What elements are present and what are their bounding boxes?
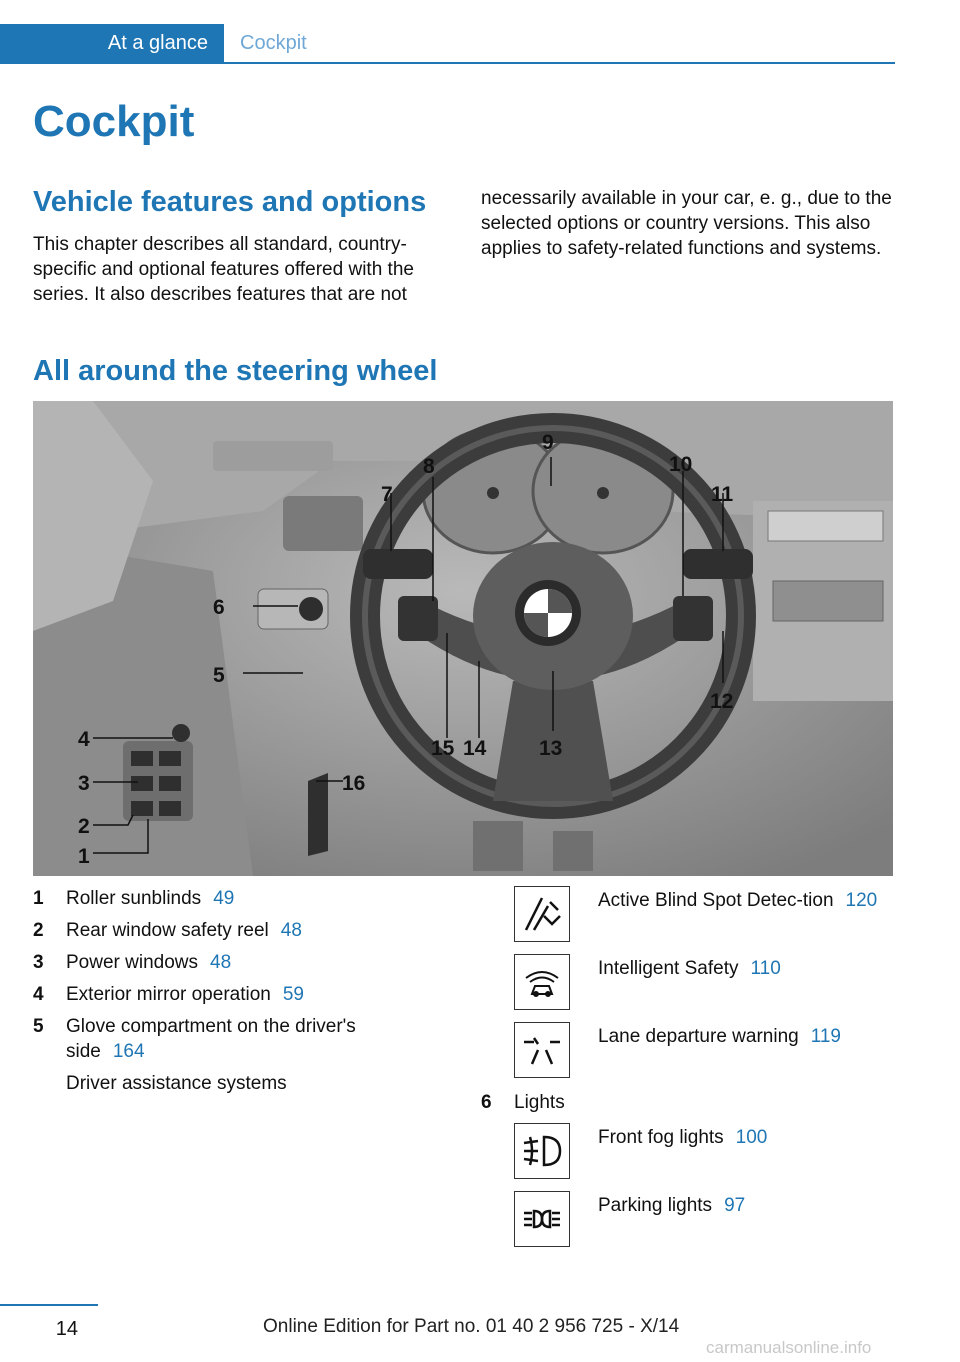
- icon-item-lane-departure: [481, 1022, 893, 1078]
- callout-3: 3: [78, 772, 90, 795]
- item-list: [33, 886, 423, 1096]
- callout-16: 16: [342, 772, 366, 795]
- icon-item-parking-lights: [481, 1191, 893, 1247]
- front-fog-lights-icon: [514, 1123, 570, 1179]
- list-item-2: [33, 918, 423, 943]
- page-ref-link[interactable]: 97: [724, 1195, 746, 1216]
- page-ref-link[interactable]: 120: [845, 890, 878, 911]
- list-item-3: [33, 950, 423, 975]
- list-subheading: Driver assistance systems: [66, 1073, 287, 1094]
- watermark: carmanualsonline.info: [706, 1338, 872, 1357]
- intro-text-left: This chapter describes all standard, country-specific and optional features offered with the series. It also describes features that are not: [33, 234, 414, 305]
- item-label: Glove compartment on the driver's side: [66, 1016, 356, 1062]
- icon-item-front-fog: [481, 1123, 893, 1179]
- page-header: [0, 24, 895, 64]
- page-ref-link[interactable]: 164: [112, 1041, 145, 1062]
- section-heading: All around the steering wheel: [33, 355, 438, 387]
- callout-12: 12: [710, 690, 734, 713]
- intro-text-right: necessarily available in your car, e. g., due to the selected options or country versions. This also applies to safety-related functions and systems.: [481, 188, 892, 259]
- item-number: 5: [33, 1016, 44, 1037]
- callout-2: 2: [78, 815, 90, 838]
- subtitle: Vehicle features and options: [33, 186, 427, 218]
- callout-4: 4: [78, 728, 90, 751]
- item-number: 2: [33, 920, 44, 941]
- item-number: 6: [481, 1092, 492, 1113]
- list-item-1: [33, 886, 423, 911]
- item-label: Intelligent Safety: [598, 958, 739, 979]
- lane-departure-icon: [514, 1022, 570, 1078]
- parking-lights-icon: [514, 1191, 570, 1247]
- callout-10: 10: [669, 453, 693, 476]
- page-ref-link[interactable]: 49: [213, 888, 235, 909]
- cockpit-illustration: [33, 401, 893, 876]
- page-number-rule: [0, 1304, 98, 1306]
- callout-9: 9: [542, 431, 554, 454]
- blind-spot-icon: [514, 886, 570, 942]
- item-label: Lane departure warning: [598, 1026, 799, 1047]
- callout-8: 8: [423, 455, 435, 478]
- icon-item-intelligent-safety: [481, 954, 893, 1010]
- page-number: 14: [55, 1318, 78, 1340]
- item-number: 4: [33, 984, 44, 1005]
- callout-5: 5: [213, 664, 225, 687]
- callout-1: 1: [78, 845, 90, 868]
- list-item-5: [33, 1014, 423, 1064]
- callout-6: 6: [213, 596, 225, 619]
- page-ref-link[interactable]: 110: [750, 958, 781, 979]
- item-label: Lights: [514, 1092, 565, 1113]
- callout-15: 15: [431, 737, 455, 760]
- page-ref-link[interactable]: 100: [735, 1127, 768, 1148]
- item-label: Active Blind Spot Detec-tion: [598, 890, 834, 911]
- list-item-6: [481, 1090, 893, 1115]
- page-ref-link[interactable]: 119: [810, 1026, 841, 1047]
- item-number: 3: [33, 952, 44, 973]
- item-label: Parking lights: [598, 1195, 713, 1216]
- callout-11: 11: [711, 483, 734, 506]
- icon-item-blind-spot: [481, 886, 893, 942]
- page-ref-link[interactable]: 48: [280, 920, 302, 941]
- icon-item-list: [481, 886, 893, 1259]
- callout-14: 14: [463, 737, 487, 760]
- page-ref-link[interactable]: 48: [210, 952, 232, 973]
- page-ref-link[interactable]: 59: [282, 984, 304, 1005]
- list-item-4: [33, 982, 423, 1007]
- page-title: Cockpit: [33, 97, 195, 146]
- item-label: Exterior mirror operation: [66, 984, 271, 1005]
- item-number: 1: [33, 888, 44, 909]
- intelligent-safety-icon: [514, 954, 570, 1010]
- header-chapter-tab[interactable]: Cockpit: [240, 32, 307, 54]
- item-label: Front fog lights: [598, 1127, 724, 1148]
- callout-13: 13: [539, 737, 563, 760]
- header-section-tab[interactable]: At a glance: [0, 24, 224, 62]
- callout-7: 7: [381, 483, 393, 506]
- item-label: Rear window safety reel: [66, 920, 269, 941]
- item-label: Roller sunblinds: [66, 888, 202, 909]
- item-label: Power windows: [66, 952, 198, 973]
- footer-edition: Online Edition for Part no. 01 40 2 956 725 - X/14: [263, 1316, 680, 1337]
